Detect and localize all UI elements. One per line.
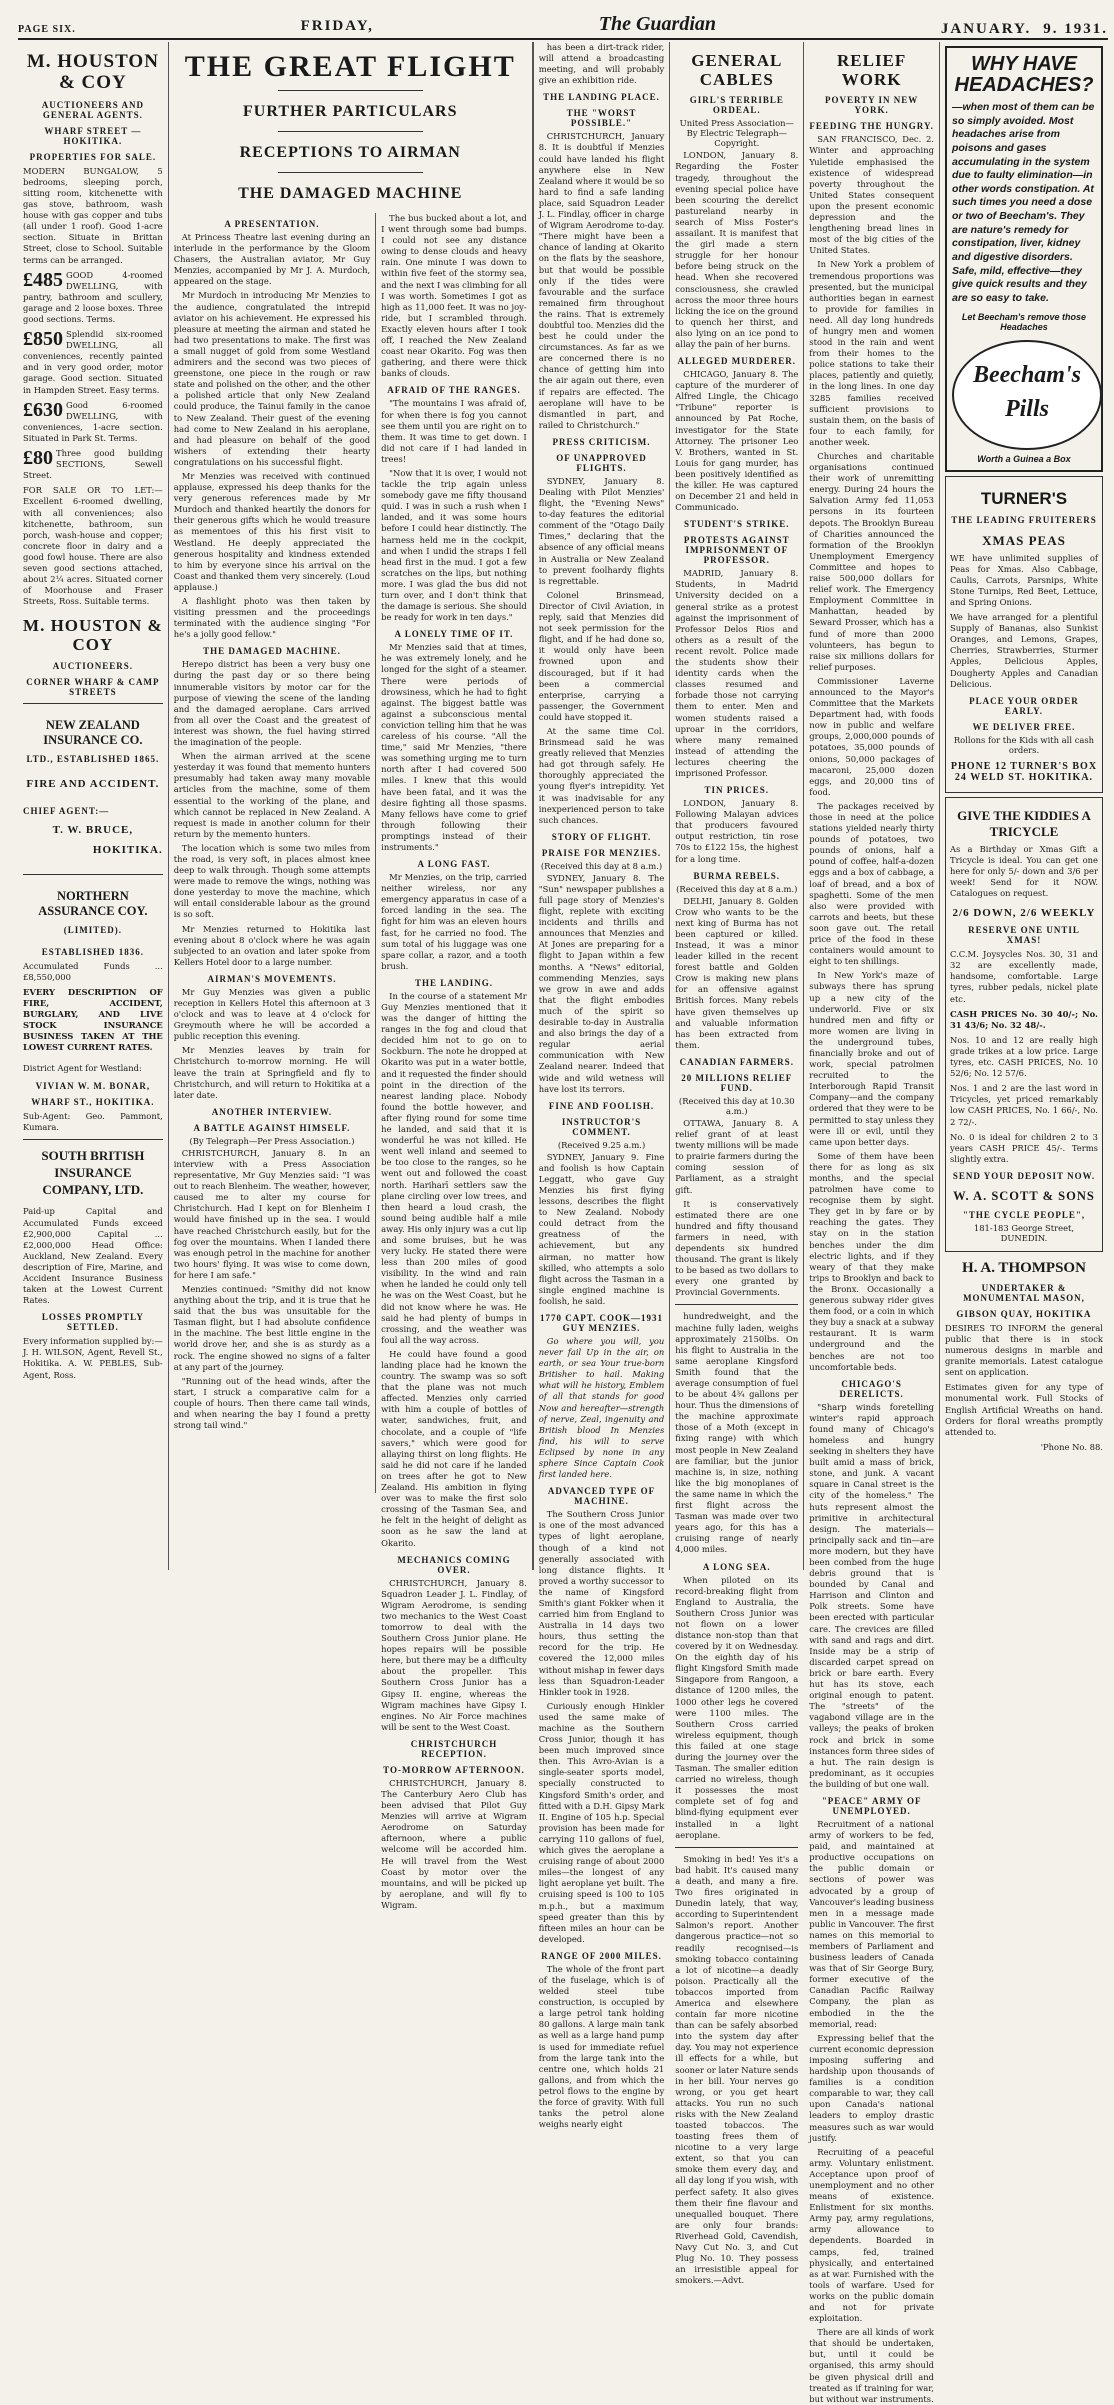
flight-para: In the course of a statement Mr Guy Menzies mentioned that it was the danger of hitting the ranges in the fog and cloud that decided him not to go on to Sockburn. The note he dropped at Okarito was put in a water bottle, and it requested the finder should point in the direction of the nearest landing place. Nobody found the bottle however, and after flying round for some time he landed, and said that it is wonderful he was not killed. He went well inland and seemed to be too close to the ranges, so he went out and followed the coast north. Hariharī settlers saw the plane circling over low trees, and then heard a loud crash, the sound being audible half a mile away. His only injury was a cut lip and some bruises, but he was very lucky. He stated there were less than 200 miles of good visibility. In the wind and rain when he landed he could only tell he was on the West Coast, but he did not know where he was. He said he had plenty of bumps in crossing, and the weather was foul all the way across. — [381, 990, 527, 1345]
article-para: In New York's maze of subways there has sprung up a new city of the underworld. Five or six hundred men and fifty or more women are living in the underground tubes, financially broke and out of work, special patrolmen recruited to the Interborough Rapid Transit Company—and the company ordered that they were to be permitted to stay unless they were ill or evil, until they came upon better days. — [809, 970, 934, 1147]
poverty-heading: POVERTY IN NEW YORK. — [824, 95, 919, 116]
houston-auctioneers: AUCTIONEERS AND GENERAL AGENTS. — [41, 99, 145, 120]
george-street: 181-183 George Street, DUNEDIN. — [973, 1222, 1075, 1243]
agent-bonar-address: WHARF ST., HOKITIKA. — [31, 1096, 155, 1107]
turners-sub: THE LEADING FRUITERERS — [951, 514, 1097, 525]
flight-headline: THE GREAT FLIGHT — [184, 50, 516, 83]
flight-sub-receptions: RECEPTIONS TO AIRMAN — [239, 144, 461, 161]
flight-para: At Princess Theatre last evening during an interlude in the performance by the Gloom Chasers, the Australian aviator, Mr Guy Menzies, accompanied by Mr J. A. Murdoch, appeared on the stage. — [173, 232, 371, 287]
received-note: (Received this day at 8 a.m.) — [676, 883, 798, 894]
beechams-worth: Worth a Guinea a Box — [977, 453, 1071, 464]
canadian-heading: CANADIAN FARMERS. — [679, 1056, 794, 1067]
article-para: There are all kinds of work that should be undertaken, but, until it could be organised, this army should be given physical drill and treated as if training for war, but without war instruments. — [809, 2327, 934, 2404]
south-british-agents: Every information supplied by:— J. H. WILSON, Agent, Revell St., Hokitika. A. W. PEBLES, Sub-Agent, Ross. — [23, 1336, 163, 1380]
article-para: hundredweight, and the machine fully laden, weighs approximately 2150lbs. On his flight to Australia in the same aeroplane Kingsford Smith found that the average consumption of fuel to be about 4¾ gallons per hour. Thus the dimensions of the machine approximate those of a Moth (except in fixing range) with which most people in New Zealand are familiar, but the junior machine is, in size, nothing like the big monoplanes of the same name in which the first flight across the Tasman was made over two years ago, for this has a cruising range of nearly 4,000 miles. — [675, 1311, 799, 1555]
losses-settled: LOSSES PROMPTLY SETTLED. — [41, 1312, 144, 1333]
ccm-joysycles: C.C.M. Joysycles Nos. 30, 31 and 32 are excellently made, handsome, comfortable. Large tyres, rubber pedals, nickel plate etc. — [949, 949, 1098, 1004]
fire-accident: FIRE AND ACCIDENT. — [26, 777, 160, 790]
lonely-heading: A LONELY TIME OF IT. — [394, 629, 514, 640]
thompson-estimates: Estimates given for any type of monumental work. Full Stocks of English Artificial Wreaths on hand. Orders for floral wreaths promptly attended to. — [944, 1382, 1103, 1437]
reserve-xmas: RESERVE ONE UNTIL XMAS! — [968, 925, 1080, 946]
divider — [23, 1139, 163, 1140]
received-note: (Received 9.25 a.m.) — [557, 1139, 646, 1150]
flight-para: CHRISTCHURCH, January 8. In an interview with a Press Association representative, Mr Guy Menzies said: "I was out to reach Blenheim. The weather, however, caused me to alter my course for Christchurch. Had I kept on for Blenheim I would have finished up in the sea. I would have reached Christchurch easily, but for the fog over the mountains. When I landed there was enough petrol in the machine for another two hours' flying. It was wise to come down, for here I am safe." — [173, 1147, 371, 1280]
turners-address: PHONE 12 TURNER'S BOX 24 WELD ST. HOKITIKA. — [950, 760, 1098, 783]
article-para: has been a dirt-track rider, will attend a broadcasting meeting, and will probably give an exhibition ride. — [538, 42, 665, 86]
divider — [675, 1847, 798, 1848]
cash-prices-30: CASH PRICES No. 30 40/-; No. 31 43/6; No. 32 48/-. — [949, 1008, 1098, 1030]
story-heading: STORY OF FLIGHT. — [551, 831, 652, 842]
article-para: "Sharp winds foretelling winter's rapid approach found many of Chicago's homeless and hungry seeking in shelters they have built amid a mass of brick, stone, and junk. A vacant square in Canal street is the city of the homeless." The huts represent almost the primitive in architectural design. The materials—principally sack and tin—are more modern, but they have been combed from the huge debris ground that is bounded by Canal and Harrison and Clinton and Polk streets. Some have been erected with particular care. The crevices are filled with sand and rags and dirt. Inside may be a strip of discarded carpet spread on brick or bare earth. Every hut has its stove, each original enough to patent. The "streets" of the vagabond village are in the valleys; the peaks of broken rock and brick in some instances form three sides of a hut. The rain design is predominant, as it occupies the building of but one wall. — [809, 1401, 934, 1789]
kiddies-body: As a Birthday or Xmas Gift a Tricycle is ideal. You can get one here for only 5/- down and 3/6 per week! Send for it NOW. Catalogues on request. — [949, 843, 1098, 899]
article-para: SAN FRANCISCO, Dec. 2. Winter and approaching Yuletide emphasised the existence of widespread poverty throughout the United States consequent upon the present economic depression and the lengthening bread lines in most of the big cities of the United States. — [809, 134, 934, 256]
property-5: £80 Three good building SECTIONS, Sewell Street. — [23, 447, 163, 481]
flight-para: "The mountains I was afraid of, for when there is fog you cannot see them until you are right on to them. It was time to get down. I did not care if I had landed in trees! — [381, 398, 527, 464]
article-para: SYDNEY, January 9. Fine and foolish is how Captain Leggatt, who gave Guy Menzies his first flying lessons, describes the flight to New Zealand. Nobody could detract from the greatness of the achievement, but any airman, no matter how skilled, who attempts a solo flight across the Tasman in a single engined machine is foolish, he said. — [538, 1151, 665, 1306]
worst-heading: THE "WORST POSSIBLE." — [566, 108, 637, 129]
divider — [278, 131, 423, 132]
beechams-pill-box-icon — [952, 340, 1102, 450]
property-1: MODERN BUNGALOW, 5 bedrooms, sleeping porch, sitting room, kitchenette with gas stove, bathroom, wash house with gas copper and tubs (all under 1 roof). Good 1-acre section. Situate in Brittan Street, close to School. Suitable terms can be arranged. — [23, 165, 163, 265]
houston-title: M. HOUSTON & COY — [26, 51, 159, 93]
instructor-heading: INSTRUCTOR'S COMMENT. — [561, 1116, 642, 1137]
nos-1-2: Nos. 1 and 2 are the last word in Tricycles, yet priced remarkably low CASH PRICES, No. 1 66/-, No. 2 72/-. — [949, 1083, 1098, 1127]
flight-para: Mr Menzies was received with continued applause, expressed his deep thanks for the very generous references made by Mr Murdoch and thanked heartily the donors for their generous gifts which he would treasure as mementoes of this his first visit to Westland. He deeply appreciated the generous hospitality and kindness extended to him by everyone since his arrival on the Coast and thanked them very sincerely. (Loud applause.) — [173, 470, 371, 592]
flight-sub-damaged: THE DAMAGED MACHINE — [238, 185, 463, 202]
cook-heading: 1770 CAPT. COOK—1931 GUY MENZIES. — [539, 1313, 664, 1333]
article-para: Churches and charitable organisations continued their work of unremitting energy. During 24 hours the Salvation Army fed 11,053 persons in its fourteen depots. The Brooklyn Bureau of Charities announced the formation of the Brooklyn Unemployment Emergency Committee and hopes to raise 500,000 dollars for relief work. The Emergency Employment Committee in Manhattan, headed by Seward Prosser, which has a fund of more than 2000 volunteers, has begun to raise six millions dollars for relief purposes. — [809, 451, 934, 672]
press-heading: PRESS CRITICISM. — [552, 436, 651, 447]
thompson-desires: DESIRES TO INFORM the general public that there is in stock numerous designs in marble and granite memorials. Latest catalogue sent on application. — [944, 1322, 1103, 1378]
masthead-month: JANUARY. — [940, 21, 1032, 37]
flight-para: When the airman arrived at the scene yesterday it was found that memento hunters presumably had taken away many movable articles from the machine, some of them essential to the working of the plane, and which cannot be replaced in New Zealand. A request is made in another column for their return by the memento hunters. — [173, 751, 371, 839]
relief-fund-heading: 20 MILLIONS RELIEF FUND. — [681, 1072, 793, 1093]
article-para: LONDON, January 8. Following Malayan advices that producers favoured output restriction, tin rose 70s to £122 15s, the highest for a long time. — [675, 798, 799, 864]
nz-insurance-ltd: LTD., ESTABLISHED 1865. — [26, 753, 160, 764]
unapproved-heading: OF UNAPPROVED FLIGHTS. — [556, 452, 647, 473]
column-flight-continued — [533, 42, 671, 2130]
flight-para: CHRISTCHURCH, January 8. Squadron Leader J. L. Findlay, of Wigram Aerodrome, is sending two mechanics to the West Coast tomorrow to deal with the Southern Cross Junior plane. He hopes repairs will be possible here, but there may be a difficulty about the propeller. This Southern Cross Junior has a Gipsy II. engine, whereas the Wigram machines have Gipsy I. engines. No Air Force machines will be sent to the West Coast. — [381, 1577, 527, 1732]
flight-sub-further: FURTHER PARTICULARS — [243, 103, 458, 120]
flight-para: Menzies continued: "Smithy did not know anything about the trip, and it is true that he said that the bus was unsuitable for the Tasman flight, but I had absolute confidence in the machine. The best little engine in the world drove her, and she is as sturdy as a rock. The engine showed no signs of a falter at any part of the journey. — [173, 1283, 371, 1372]
scott-sons: W. A. SCOTT & SONS — [953, 1188, 1095, 1203]
article-para: The whole of the front part of the fuselage, which is of welded steel tube construction, is occupied by a large petrol tank holding 80 gallons. A large main tank as well as a large hand pump is used for immediate refuel from the large tank into the centre one, which holds 21 gallons, and from which the petrol flows to the engine by the force of gravity. With full tanks the petrol alone weighs nearly eight — [538, 1963, 665, 2130]
flight-para: Herepo district has been a very busy one during the past day or so there being innumerable visitors by motor car for the purpose of viewing the scene of the landing and the damaged aeroplane. Cars arrived from all over the Coast and the greatest of interest was shown, the fuel having stirred the imagination of the people. — [173, 659, 371, 748]
flight-para: Mr Menzies, on the trip, carried neither wireless, nor any emergency apparatus in case of a forced landing in the sea. The fight for him was an eleven hours fast, for he carried no food. The sum total of his luggage was one spare collar, a razor, and a tooth brush. — [381, 872, 527, 971]
masthead-day: FRIDAY, — [300, 18, 374, 34]
flight-para: "Running out of the head winds, after the start, I struck a comparative calm for a couple of hours. Then there came tail winds, and when nearing the bay I found a pretty strong tail wind." — [173, 1375, 371, 1431]
houston-title-2: M. HOUSTON & COY — [23, 616, 163, 655]
beechams-tagline: Let Beecham's remove those Headaches — [961, 311, 1087, 332]
article-para: DELHI, January 8. Golden Crow who wants to be the next king of Burma has not been captured or killed. Instead, it was a minor leader killed in the recent forest battle and Golden Crow is making new plans for an offensive against British forces. Many rebels have given themselves up and valuable information has been extracted from them. — [675, 895, 799, 1050]
properties-heading: PROPERTIES FOR SALE. — [29, 151, 157, 162]
district-agent: District Agent for Westland: — [23, 1063, 142, 1074]
article-para: Recruiting of a peaceful army. Voluntary enlistment. Acceptance upon proof of unemployment and no other means of existence. Enlistment for six months. Army pay, army regulations, army allowance to dependents. Boarded in camps, fed, trained physically, and entertained as at war. Furnished with the tools of warfare. Used for works on the public domain and not for private exploitation. — [809, 2146, 934, 2324]
tomorrow-heading: TO-MORROW AFTERNOON. — [383, 1764, 525, 1775]
relief-headline: RELIEF WORK — [836, 51, 907, 89]
xmas-peas-heading: XMAS PEAS — [982, 532, 1066, 548]
girl-heading: GIRL'S TERRIBLE ORDEAL. — [689, 95, 784, 116]
deliver-free: WE DELIVER FREE. — [972, 721, 1076, 732]
article-para: CHRISTCHURCH, January 8. It is doubtful if Menzies could have landed his flight anywhere else in New Zealand where it would be so hard to find a safe landing place, said Squadron Leader J. L. Findlay, officer in charge of Wigram Aerodrome to-day. "There might have been a chance of landing at Okarito on the flats by the seashore, but that would be possible only if the tides were favourable and the surface remained firm throughout the rains. That is extremely doubtful too. Menzies did the best he could under the circumstances. As far as we are concerned there is no chance of getting him into the air again out there, even if repairs are effected. The aeroplane will have to be dismantled in part, and railed to Christchurch." — [538, 131, 665, 430]
flight-para: "Now that it is over, I would not tackle the trip again unless somebody gave me fifty thousand quid. I was in such a rush when I landed, and it was some hours before I could hear distinctly. The harness held me in the cockpit, and when I undid the straps I fell head first in the mud. I got a few scratches on the lips, but nothing more. I was glad the bus did not turn over, and I don't think that the damage is serious. She should be ready for work in ten days." — [381, 467, 527, 623]
turners-advert — [945, 476, 1103, 793]
article-para: Expressing belief that the current economic depression imposing suffering and hardship upon thousands of families is a condition comparable to war, they call upon Canada's national leaders to employ drastic measures such as war would justify. — [809, 2032, 934, 2143]
article-para: CHICAGO, January 8. The capture of the murderer of Alfred Lingle, the Chicago "Tribune" reporter is announced by Pat Roche, investigator for the State Attorney. The prisoner Leo V. Brothers, wanted in St. Louis for gang murder, has been positively identified as the killer. He was captured on December 21 and held in Communicado. — [675, 369, 799, 513]
chch-reception-heading: CHRISTCHURCH RECEPTION. — [410, 1738, 498, 1759]
no-0: No. 0 is ideal for children 2 to 3 years CASH PRICE 45/-. Terms slightly extra. — [949, 1131, 1098, 1164]
order-early: PLACE YOUR ORDER EARLY. — [969, 695, 1079, 716]
fast-heading: A LONG FAST. — [417, 859, 491, 870]
beechams-logo-word: Beecham's — [972, 361, 1081, 388]
article-para: Curiously enough Hinkler used the same make of machine as the Southern Cross Junior, though it has been much improved since then. This Avro-Avian is a single-seater sports model, specially constructed to Kingsford Smith's order, and fitted with a D.H. Gipsy Mark II. Engine of 105 h.p. Special provision has been made for carrying 110 gallons of fuel, which gives the aeroplane a cruising range of about 2000 miles—the longest of any light aeroplane yet built. The cruising speed is 100 to 105 m.p.h., but a maximum speed greater than this by fifteen miles an hour can be developed. — [538, 1700, 665, 1944]
protests-heading: PROTESTS AGAINST IMPRISONMENT OF PROFESSOR. — [683, 535, 790, 566]
article-para: OTTAWA, January 8. A relief grant of at least twenty millions will be made to prairie farmers during the coming session of Parliament, as a straight gift. — [675, 1117, 799, 1195]
column-advertisements — [940, 42, 1108, 1570]
northern-funds: Accumulated Funds ... £8,550,000 — [23, 960, 163, 982]
masthead — [18, 12, 1108, 40]
northern-limited: (LIMITED). — [63, 924, 122, 935]
burma-heading: BURMA REBELS. — [693, 870, 781, 881]
beechams-logo-word: Pills — [1004, 395, 1049, 422]
send-deposit: SEND YOUR DEPOSIT NOW. — [952, 1170, 1096, 1181]
flight-para: CHRISTCHURCH, January 8. The Canterbury Aero Club has been advised that Pilot Guy Menzies will arrive at Wigram Aerodrome on Saturday afternoon, where a public welcome will be accorded him. He will travel from the West Coast by motor over the mountains, and will be picked up by aeroplane, and will fly to Wigram. — [381, 1777, 527, 1910]
page-number: PAGE SIX. — [18, 24, 76, 35]
article-para: In New York a problem of tremendous proportions was presented, but the municipal authorities began in earnest to provide for families in need. All day long hundreds of hungry men and women stood in the rain and went from their homes to the police stations to take their places, patiently and quietly, in the long lines. In one day 3285 families received sufficient provisions to sustain them, on the basis of four to each family, for another week. — [809, 259, 934, 447]
flight-para: Mr Murdoch in introducing Mr Menzies to the audience, congratulated the intrepid aviator on his achievement. He expressed his pleasure at meeting the airman and stated he had two presentations to make. The first was a small nugget of gold from some Westland admirers and the second was two pieces of greenstone, one piece in the rough or raw state and polished on the other, and the other a polished article that only New Zealand could produce, the Tainui family in the canoe to New Zealand. Their guest of the evening had come to New Zealand in his aeroplane, and had pleasure on behalf of the good wishers of extending their hearty congratulations on his successful flight. — [173, 290, 371, 467]
article-para: At the same time Col. Brinsmead said he was greatly relieved that Menzies had got through safely. He thoroughly appreciated the young flyer's intrepidity. Yet it was inadvisable for any inexperienced person to take such chances. — [538, 725, 665, 825]
received-note: (Received this day at 8 a.m.) — [540, 860, 663, 871]
peace-army-heading: "PEACE" ARMY OF UNEMPLOYED. — [821, 1795, 922, 1816]
turners-name: TURNER'S — [980, 488, 1068, 508]
damaged-machine-heading: THE DAMAGED MACHINE. — [203, 646, 341, 657]
beechams-headline: WHY HAVE HEADACHES? — [954, 53, 1094, 96]
cables-headline: GENERAL CABLES — [691, 51, 783, 89]
feeding-heading: FEEDING THE HUNGRY. — [809, 121, 934, 132]
article-para: MADRID, January 8. Students, in Madrid University decided on a general strike as a protest against the imprisonment of Professor Delos Rios and others as a result of the recent revolt. Police made the students show their identity cards when the classes resumed and forbade those not carrying them to enter. Men and women students raised a uproar in the corridors, where many remained instead of attending the lectures cheering the imprisoned Professor. — [675, 568, 799, 778]
divider — [278, 90, 423, 91]
masthead-date: 9. 1931. — [1043, 21, 1108, 37]
thompson-name: H. A. THOMPSON — [962, 1259, 1086, 1276]
article-para: SYDNEY, January 8. Dealing with Pilot Menzies' flight, the "Evening News" to-day features the editorial comment of the "Otago Daily Times," declaring that the absence of any official means in Australia or New Zealand to prevent foolhardy flights is regrettable. — [538, 475, 665, 586]
movements-heading: AIRMAN'S MOVEMENTS. — [207, 973, 337, 984]
flight-para: He could have found a good landing place had he known the country. The swamp was so soft that the plane was not much affected. Menzies only carried with him a couple of bottles of water, sandwiches, fruit, and chocolate, and a couple of "life savers," which were good for allaying thirst on long flights. He said he did not care if he landed on trees after he got to New Zealand. His ambition in flying over was to make the first solo crossing of the Tasman Sea, and he felt in the height of delight as soon as he saw the land at Okarito. — [381, 1348, 527, 1548]
northern-assurance-title: NORTHERN ASSURANCE COY. — [38, 888, 148, 918]
property-2-price: £485 — [23, 268, 63, 291]
article-para: The Southern Cross Junior is one of the most advanced types of light aeroplane, though of a kind not generally associated with long distance flights. It proved a worthy successor to the name of Kingsford Smith's giant Fokker when it carried him from England to Australia in 14 days two hours, thus setting the record for the trip. He covered the 12,000 miles without mishap in fewer days less than Squadron-Leader Hinkler took in 1928. — [538, 1509, 665, 1697]
article-para: It is conservatively estimated there are one hundred and fifty thousand farmers in need, with dependents six hundred thousand. The grant is likely to be based as two dollars to every one granted by Provincial Governments. — [675, 1198, 799, 1298]
article-para: Recruitment of a national army of workers to be fed, paid, and maintained at productive occupations on the public domain or sections of power was advocated by a group of Vancouver's leading business men in a message made public in Vancouver. The first names on this memorial to members of Parliament and business leaders of Canada was that of Sir George Bury, former executive of the Canadian Pacific Railway Company, the plan as embodied in the the memorial, read: — [809, 1818, 934, 2029]
property-4: £630 Good 6-roomed DWELLING, with conveniences, 1-acre section. Situated in Park St. Terms. — [23, 398, 163, 443]
beechams-body: —when most of them can be so simply avoided. Most headaches arise from poisons and gases accumulating in the system due to faulty elimination—in other words constipation. At such times you need a dose or two of Beecham's. They are nature's remedy for constipation, liver, kidney and digestive disorders. Safe, mild, effective—they give quick results and they are so easy to take. — [951, 101, 1095, 304]
fine-heading: FINE AND FOOLISH. — [548, 1100, 655, 1111]
houston-auctioneers-2: AUCTIONEERS. — [52, 660, 133, 671]
students-heading: STUDENT'S STRIKE. — [684, 519, 790, 530]
beechams-advert — [945, 46, 1103, 472]
thompson-gibson: GIBSON QUAY, HOKITIKA — [956, 1308, 1092, 1319]
property-2: £485 GOOD 4-roomed DWELLING, with pantry, bathroom and scullery, garage and 2 loose boxes. Three good sections. Terms. — [23, 268, 163, 324]
flight-para: Mr Menzies returned to Hokitika last evening about 8 o'clock where he was again subjected to an ovation and later spoke from Kellers Hotel door to a large number. — [173, 923, 371, 967]
south-british-capital: Paid-up Capital and Accumulated Funds exceed £2,900,000 Capital ... £2,000,000 Head Office: Auckland, New Zealand. Every description of Fire, Marine, and Accident Insurance Business taken at the Lowest Current Rates. — [23, 1206, 163, 1306]
landing-place-heading: THE LANDING PLACE. — [543, 92, 660, 103]
cook-poem: Go where you will, you never fail Up in the air, on earth, or sea Your true-born Britisher to hail. Making what will he history, Emblem of all that stands for good Now and hereafter—strength of nerve, Zeal, ingenuity and British blood In Menzies find, his will to serve Eclipsed by none in any sphere Since Captain Cook first landed here. — [538, 1336, 665, 1480]
rollons-note: Rollons for the Kids with all cash orders. — [953, 734, 1095, 755]
divider — [23, 703, 163, 704]
sub-agent-pammont: Sub-Agent: Geo. Pammont, Kumara. — [23, 1110, 163, 1132]
thompson-phone: 'Phone No. 88. — [1040, 1441, 1103, 1452]
column-relief-work — [804, 42, 940, 2404]
flight-para: The location which is some two miles from the road, is very soft, in places almost knee deep to walk through. Though some attempts were made to remove the wings, nothing was done yesterday to move the machine, which will entail considerable labour as the ground is so soft. — [173, 842, 371, 920]
received-note: (Received this day at 10.30 a.m.) — [678, 1095, 795, 1116]
article-para: SYDNEY, January 8. The "Sun" newspaper publishes a full page story of Menzies's flight, replete with exciting incidents and thrills and announces that Menzies and At Jones are preparing for a flight to Japan within a few months. A "News" editorial, commending Menzies, says we grow in awe and adds that the flight embodies much of the spirit so desirable to-day in Australia and also brings the day of a regular aerial communication with New Zealand nearer. Indeed that wide and wild wetness will have lost its terrors. — [538, 872, 665, 1094]
south-british-title: SOUTH BRITISH INSURANCE COMPANY, LTD. — [41, 1147, 145, 1197]
agent-bonar: VIVIAN W. M. BONAR, — [35, 1080, 151, 1091]
mechanics-heading: MECHANICS COMING OVER. — [397, 1554, 511, 1575]
flight-para: Mr Guy Menzies was given a public reception in Kellers Hotel this afternoon at 3 o'clock and was to leave at 4 o'clock for Greymouth where he will be accorded a public reception this evening. — [173, 986, 371, 1042]
tin-heading: TIN PRICES. — [704, 785, 770, 796]
xmas-peas-body: WE have unlimited supplies of Peas for Xmas. Also Cabbage, Caulis, Carrots, Parsnips, White Stone Turnips, Red Beet, Lettuce, and Spring Onions. — [949, 552, 1098, 607]
northern-every: EVERY DESCRIPTION OF FIRE, ACCIDENT, BURGLARY, AND LIVE STOCK INSURANCE BUSINESS TAKEN AT THE LOWEST CURRENT RATES. — [23, 986, 163, 1053]
cycle-people: "THE CYCLE PEOPLE", — [962, 1209, 1086, 1220]
article-para: Commissioner Laverne announced to the Mayor's Committee that the Markets Department had, with foods now in public and welfare groups, 2,000,000 pounds of potatoes, 35,000 pounds of onions, 50,000 packages of macaroni, 25,000 dozen eggs, and 20,000 tins of food. — [809, 675, 934, 797]
advanced-heading: ADVANCED TYPE OF MACHINE. — [547, 1486, 656, 1507]
flight-para: A flashlight photo was then taken by visiting pressmen and the proceedings terminated with the audience singing "For he's a jolly good fellow." — [173, 596, 371, 640]
flight-para: The bus bucked about a lot, and I went through some bad bumps. I could not see any distance owing to dense clouds and heavy rain. One minute I was down to within five feet of the stormy sea, and the next I was climbing for all I was worth. Sometimes I got as high as 11,000 feet. It was no joy-ride, but I scrambled through. Exactly eleven hours after I took off, I reached the New Zealand coast near Okarito. Fog was then gathering, and there were thick banks of clouds. — [381, 213, 527, 379]
divider — [278, 172, 423, 173]
divider — [675, 1304, 798, 1305]
article-para: LONDON, January 8. Regarding the Foster tragedy, throughout the evening special police have been scouring the derelict pastureland nearby in search of Miss Foster's assailant. It is manifest that the girl made a stern struggle for her honour before being struck on the head. When she recovered consciousness, she crawled across the moor three hours licking the ice on the ground to quench her thirst, and also lying on an ice pond to allay the pain of her burns. — [675, 150, 799, 349]
tricycle-advert — [945, 797, 1103, 1252]
cables-byline: United Press Association—By Electric Telegraph—Copyright. — [679, 118, 794, 149]
nz-insurance-title: NEW ZEALAND INSURANCE CO. — [43, 717, 143, 747]
flight-story-col-a — [169, 213, 376, 1493]
agent-hokitika: HOKITIKA. — [92, 843, 163, 856]
flight-para: Mr Menzies said that at times, he was extremely lonely, and he longed for the sight of a steamer. There were periods of drowsiness, which he had to fight against. The biggest battle was against a subconscious mental conviction telling him that he was careless of his course. "All the time," said Mr Menzies, "there was something urging me to turn north after I had covered 500 miles. I knew that this would have been fatal, and it was the desire fighting all those spasms. Many fellows have come to grief through following their promptings instead of their instruments." — [381, 642, 527, 852]
northern-established: ESTABLISHED 1836. — [41, 946, 145, 957]
property-6: FOR SALE OR TO LET:—Excellent 6-roomed dwelling, with all conveniences; also kitchenette, bathroom, sun porch, wash-house and copper; concrete floor in dairy and a good fowl house. There are also seven good sections attached, about 2¼ acres. Situated corner of Moorhouse and Fraser Streets, Ross. Suitable terms. — [23, 485, 163, 607]
divider — [23, 874, 163, 875]
article-para: The packages received by those in need at the police stations yielded nearly thirty pounds of potatoes, two pounds of onions, half a pound of coffee, half-a-dozen eggs and a box of cabbage, a loaf of bread, and a box of spaghetti. Some of the men also were provided with carrots and beets, but these soon gave out. The retail price of the food in these containers would amount to eight to ten shillings. — [809, 800, 934, 967]
down-weekly: 2/6 DOWN, 2/6 WEEKLY — [952, 907, 1096, 920]
nos-10-12: Nos. 10 and 12 are really high grade trikes at a low price. Large tyres, etc. CASH PRICES, No. 10 52/6; No. 12 57/6. — [949, 1034, 1098, 1079]
article-para: Some of them have been there for as long as six months, and the special patrolmen have come to recognise them by sight. They get in by fare or by reaching the gates. They stay on in the station benches under the dim electric lights, and if they weary of that they make trips to Brooklyn and back to the Bronx. Occasionally a generous subway rider gives them food, or a coin in which they buy a snack at a subway restaurant. It is warm underground and the benches are not too uncomfortable beds. — [809, 1150, 934, 1372]
houston-wharf: WHARF STREET — HOKITIKA. — [44, 125, 142, 146]
column-great-flight — [169, 42, 533, 1910]
article-para: Colonel Brinsmead, Director of Civil Aviation, in reply, said that Menzies did not seek permission for the flight, and if he had done so, it would only have been frowned upon and discouraged, but if it had been a commercial enterprise, carrying a passenger, the Government could have stopped it. — [538, 589, 665, 722]
afraid-heading: AFRAID OF THE RANGES. — [387, 385, 521, 396]
alleged-heading: ALLEGED MURDERER. — [677, 356, 797, 367]
columns — [18, 42, 1108, 2404]
property-5-price: £80 — [23, 447, 53, 470]
kiddies-headline: GIVE THE KIDDIES A TRICYCLE — [957, 807, 1091, 839]
flight-para: Mr Menzies leaves by train for Christchurch to-morrow morning. He will leave the train at Springfield and fly to Christchurch, and will return to Hokitika at a later date. — [173, 1045, 371, 1100]
xmas-fruit-body: We have arranged for a plentiful Supply of Bananas, also Sunkist Oranges, and Lemons, Grapes, Cherries, Strawberries, Sturmer Apples, Delicious Apples, Dougherty Apples and Canadian Delicious. — [949, 612, 1098, 689]
article-para: When piloted on its record-breaking flight from England to Australia, the Southern Cross Junior was not flown on a lower distance non-stop than that covered by it on Wednesday. On the eighth day of his flight Kingsford Smith made Singapore from Rangoon, a distance of 1200 miles, the 1000 other legs he covered were 1100 miles. The Southern Cross carried wireless equipment, though this failed at one stage during the journey over the Tasman. The smaller edition carried no wireless, though it possesses the most complete set of fog and blind-flying equipment ever installed in a light aeroplane. — [675, 1574, 799, 1840]
range-heading: RANGE OF 2000 MILES. — [541, 1950, 662, 1961]
column-houston-ads — [18, 42, 169, 1570]
houston-corner: CORNER WHARF & CAMP STREETS — [26, 676, 160, 697]
agent-bruce: T. W. BRUCE, — [52, 823, 134, 836]
derelicts-heading: CHICAGO'S DERELICTS. — [839, 1378, 904, 1399]
property-4-price: £630 — [23, 398, 63, 421]
presentation-heading: A PRESENTATION. — [224, 219, 320, 229]
chief-agent: CHIEF AGENT:— — [23, 805, 110, 816]
long-sea-heading: A LONG SEA. — [702, 1561, 771, 1572]
flight-story-col-b — [376, 213, 532, 1910]
telegraph-byline: (By Telegraph—Per Press Association.) — [189, 1135, 355, 1146]
column-general-cables — [670, 42, 804, 2286]
thompson-undertaker: UNDERTAKER & MONUMENTAL MASON, — [963, 1282, 1085, 1303]
another-interview-heading: ANOTHER INTERVIEW. — [211, 1106, 333, 1117]
battle-heading: A BATTLE AGAINST HIMSELF. — [193, 1122, 351, 1133]
praise-heading: PRAISE FOR MENZIES. — [541, 847, 662, 858]
paper-title: The Guardian — [598, 13, 717, 35]
property-3-price: £850 — [23, 328, 63, 351]
tobacco-advert: Smoking in bed! Yes it's a bad habit. It's caused many a death, and many a fire. Two fires originated in Dunedin lately, that way, according to Superintendent Salmon's report. Another dangerous practice—not so readily recognised—is smoking tobacco containing a lot of nicotine—a deadly poison. Practically all the tobaccos imported from America and elsewhere contain far more nicotine than can be safely absorbed into the system day after day. You may not experience ill effects for a while, but sooner or later Nature sends in her bill. Your nerves go wrong, or you get heart attacks. You run no such risks with the New Zealand toasted tobaccos. The toasting frees them of nicotine to a very large extent, so that you can smoke them every day, and all day long if you wish, with perfect safety. It also gives them their fine flavour and unequalled bouquet. There are only four brands: Riverhead Gold, Cavendish, Navy Cut No. 3, and Cut Plug No. 10. They possess an irresistible appeal for smokers.—Advt. — [675, 1853, 799, 2286]
landing-heading: THE LANDING. — [414, 977, 493, 988]
property-3: £850 Splendid six-roomed DWELLING, all conveniences, recently painted and in very good order, motor garage. Good section. Situated in Hampden Street. Easy terms. — [23, 328, 163, 395]
